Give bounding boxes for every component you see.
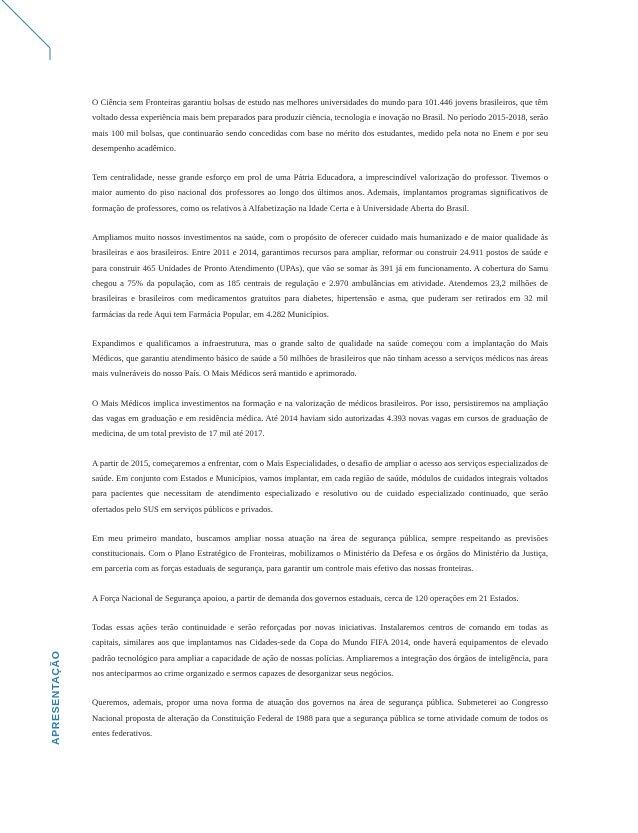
paragraph: O Mais Médicos implica investimentos na formação e na valorização de médicos brasileiros. Por isso, persistiremos na ampliação das vagas em graduação e em residência médica. Até 2014 haviam sido autorizadas 4.393 novas vagas em cursos de graduação de medicina, de um total previsto de 17 mil até 2017.	[92, 397, 548, 439]
section-label: APRESENTAÇÃO	[50, 650, 62, 745]
paragraph: Em meu primeiro mandato, buscamos ampliar nossa atuação na área de segurança pública, sempre respeitando as previsões constitucionais. Com o Plano Estratégico de Fronteiras, mobilizamos o Ministério da Defesa e os órgãos do Ministério da Justiça, em parceria com as forças estaduais de segurança, para garantir um controle mais efetivo das nossas fronteiras.	[92, 532, 548, 574]
paragraph: A Força Nacional de Segurança apoiou, a partir de demanda dos governos estaduais, cerca de 120 operações em 21 Estados.	[92, 592, 519, 603]
paragraph: A partir de 2015, começaremos a enfrentar, com o Mais Especialidades, o desafio de ampliar o acesso aos serviços especializados de saúde. Em conjunto com Estados e Municípios, vamos implantar, em cada região de saúde, módulos de cuidados integrais voltados para pacientes que necessitam de atendimento especializado e resolutivo ou de cuidado especializado continuado, que serão ofertados pelo SUS em serviços públicos e privados.	[92, 457, 548, 514]
paragraph: Queremos, ademais, propor uma nova forma de atuação dos governos na área de segurança pública. Submeterei ao Congresso Nacional proposta de alteração da Constituição Federal de 1988 para que a segurança pública se torne atividade comum de todos os entes federativos.	[92, 697, 548, 738]
document-body	[92, 95, 548, 755]
paragraph: Ampliamos muito nossos investimentos na saúde, com o propósito de oferecer cuidado mais humanizado e de maior qualidade às brasileiras e aos brasileiros. Entre 2011 e 2014, garantimos recursos para ampliar, reformar ou construir 24.911 postos de saúde e para construir 465 Unidades de Pronto Atendimento (UPAs), que vão se somar às 391 já em funcionamento. A cobertura do Samu chegou a 75% da população, com as 185 centrais de regulação e 2.970 ambulâncias em atividade. Atendemos 23,2 milhões de brasileiras e brasileiros com medicamentos gratuitos para diabetes, hipertensão e asma, que puderam ser retirados em 32 mil farmácias da rede Aqui tem Farmácia Popular, em 4.282 Municípios.	[92, 232, 548, 319]
corner-decoration	[0, 0, 60, 60]
paragraph: O Ciência sem Fronteiras garantiu bolsas de estudo nas melhores universidades do mundo para 101.446 jovens brasileiros, que têm voltado dessa experiência mais bem preparados para produzir ciência, tecnologia e inovação no Brasil. No período 2015-2018, serão mais 100 mil bolsas, que continuarão sendo concedidas com base no mérito dos estudantes, medido pela nota no Enem e por seu desempenho acadêmico.	[92, 97, 548, 153]
paragraph: Todas essas ações terão continuidade e serão reforçadas por novas iniciativas. Instalaremos centros de comando em todas as capitais, similares aos que implantamos nas Cidades-sede da Copa do Mundo FIFA 2014, onde haverá equipamentos de elevado padrão tecnológico para ampliar a capacidade de ação de nossas polícias. Ampliaremos a integração dos órgãos de inteligência, para nos anteciparmos ao crime organizado e sermos capazes de desorganizar seus negócios.	[92, 622, 548, 678]
paragraph: Expandimos e qualificamos a infraestrutura, mas o grande salto de qualidade na saúde começou com a implantação do Mais Médicos, que garantiu atendimento básico de saúde a 50 milhões de brasileiros que não tinham acesso a serviços médicos nas áreas mais vulneráveis do nosso País. O Mais Médicos será mantido e aprimorado.	[92, 337, 548, 379]
paragraph: Tem centralidade, nesse grande esforço em prol de uma Pátria Educadora, a imprescindível valorização do professor. Tivemos o maior aumento do piso nacional dos professores ao longo dos últimos anos. Ademais, implantamos programas significativos de formação de professores, como os relativos à Alfabetização na Idade Certa e à Universidade Aberta do Brasil.	[92, 172, 548, 213]
